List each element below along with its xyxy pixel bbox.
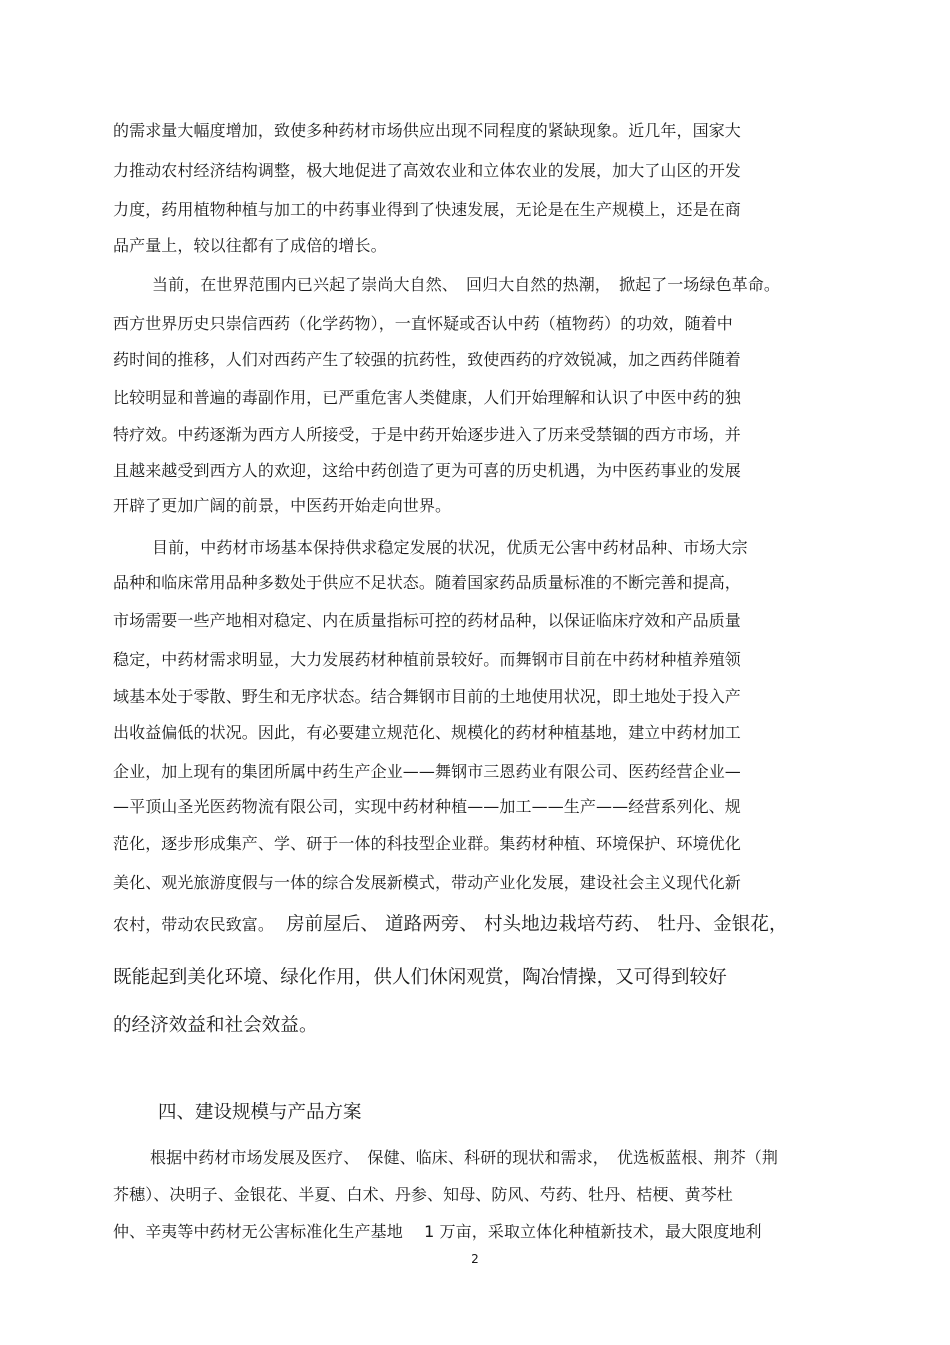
paragraph-3-line-5: 域基本处于零散、野生和无序状态。结合舞钢市目前的土地使用状况，即土地处于投入产 bbox=[113, 687, 741, 706]
paragraph-3-line-12: 既能起到美化环境、绿化作用，供人们休闲观赏，陶冶情操，又可得到较好 bbox=[113, 967, 727, 988]
paragraph-1-line-4: 品产量上，较以往都有了成倍的增长。 bbox=[113, 236, 387, 255]
paragraph-3-line-7: 企业，加上现有的集团所属中药生产企业——舞钢市三恩药业有限公司、医药经营企业— bbox=[113, 762, 741, 781]
paragraph-2-line-5: 特疗效。中药逐渐为西方人所接受，于是中药开始逐步进入了历来受禁锢的西方市场，并 bbox=[113, 425, 741, 444]
paragraph-3-line-2: 品种和临床常用品种多数处于供应不足状态。随着国家药品质量标准的不断完善和提高， bbox=[113, 573, 741, 592]
paragraph-2-line-3: 药时间的推移，人们对西药产生了较强的抗药性，致使西药的疗效锐减，加之西药伴随着 bbox=[113, 350, 741, 369]
paragraph-3-line-11-tail: 房前屋后、 道路两旁、 村头地边栽培芍药、 牡丹、金银花， bbox=[286, 914, 788, 935]
paragraph-2-line-7: 开辟了更加广阔的前景，中医药开始走向世界。 bbox=[113, 496, 452, 515]
paragraph-1-line-1: 的需求量大幅度增加，致使多种药材市场供应出现不同程度的紧缺现象。近几年，国家大 bbox=[113, 121, 741, 140]
paragraph-1-line-3: 力度，药用植物种植与加工的中药事业得到了快速发展，无论是在生产规模上，还是在商 bbox=[113, 200, 741, 219]
paragraph-2-line-6: 且越来越受到西方人的欢迎，这给中药创造了更为可喜的历史机遇，为中医药事业的发展 bbox=[113, 461, 741, 480]
paragraph-2-line-2: 西方世界历史只崇信西药（化学药物），一直怀疑或否认中药（植物药）的功效，随着中 bbox=[113, 314, 733, 333]
section-4-line-3: 仲、辛夷等中药材无公害标准化生产基地 1 万亩，采取立体化种植新技术，最大限度地利 bbox=[113, 1222, 762, 1241]
paragraph-3-line-6: 出收益偏低的状况。因此，有必要建立规范化、规模化的药材种植基地，建立中药材加工 bbox=[113, 723, 741, 742]
section-4-heading: 四、建设规模与产品方案 bbox=[158, 1102, 362, 1123]
page-number: 2 bbox=[471, 1252, 479, 1266]
section-4-line-1: 根据中药材市场发展及医疗、 保健、临床、科研的现状和需求， 优选板蓝根、荆芥（荆 bbox=[150, 1148, 779, 1167]
paragraph-3-line-11 bbox=[113, 915, 788, 935]
paragraph-3-line-8: —平顶山圣光医药物流有限公司，实现中药材种植——加工——生产——经营系列化、规 bbox=[113, 797, 741, 816]
section-4-line-2: 芥穗）、决明子、金银花、半夏、白术、丹参、知母、防风、芍药、牡丹、桔梗、黄芩杜 bbox=[113, 1185, 733, 1204]
paragraph-3-line-3: 市场需要一些产地相对稳定、内在质量指标可控的药材品种，以保证临床疗效和产品质量 bbox=[113, 611, 741, 630]
paragraph-2-line-4: 比较明显和普遍的毒副作用，已严重危害人类健康，人们开始理解和认识了中医中药的独 bbox=[113, 388, 741, 407]
paragraph-3-line-1: 目前，中药材市场基本保持供求稳定发展的状况，优质无公害中药材品种、市场大宗 bbox=[152, 538, 748, 557]
paragraph-3-line-4: 稳定，中药材需求明显，大力发展药材种植前景较好。而舞钢市目前在中药材种植养殖领 bbox=[113, 650, 741, 669]
paragraph-3-line-10: 美化、观光旅游度假与一体的综合发展新模式，带动产业化发展，建设社会主义现代化新 bbox=[113, 873, 741, 892]
paragraph-2-line-1: 当前，在世界范围内已兴起了崇尚大自然、 回归大自然的热潮， 掀起了一场绿色革命。 bbox=[152, 275, 781, 294]
paragraph-1-line-2: 力推动农村经济结构调整，极大地促进了高效农业和立体农业的发展，加大了山区的开发 bbox=[113, 161, 741, 180]
paragraph-3-line-11-head: 农村，带动农民致富。 bbox=[113, 915, 275, 934]
paragraph-3-line-9: 范化，逐步形成集产、学、研于一体的科技型企业群。集药材种植、环境保护、环境优化 bbox=[113, 834, 741, 853]
paragraph-3-line-13: 的经济效益和社会效益。 bbox=[113, 1015, 318, 1036]
